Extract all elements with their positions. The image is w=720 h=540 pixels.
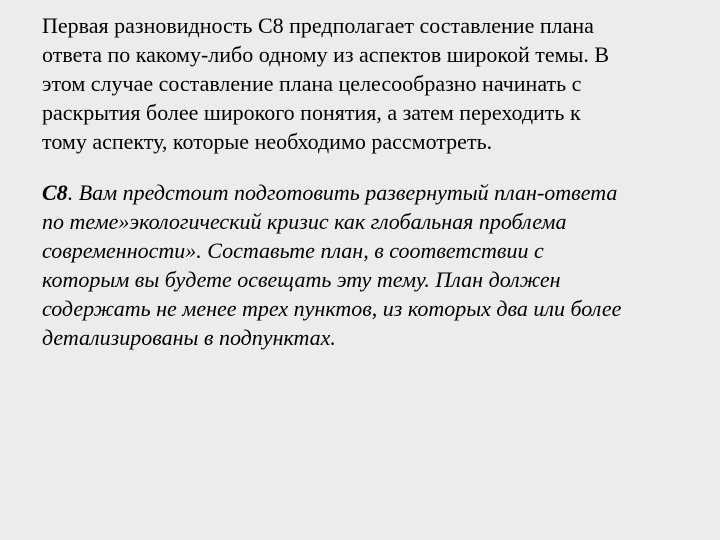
task-line: содержать не менее трех пунктов, из которых два или более — [42, 296, 622, 321]
intro-line: ответа по какому-либо одному из аспектов широкой темы. В — [42, 42, 610, 67]
intro-paragraph — [42, 11, 700, 156]
task-line: детализированы в подпунктах. — [42, 325, 336, 350]
task-label: С8 — [42, 180, 68, 205]
intro-line: этом случае составление плана целесообразно начинать с — [42, 71, 582, 96]
intro-line: Первая разновидность С8 предполагает составление плана — [42, 13, 594, 38]
task-paragraph — [42, 178, 700, 352]
task-line: по теме»экологический кризис как глобальная проблема — [42, 209, 567, 234]
task-line-first — [42, 178, 700, 207]
task-line: современности». Составьте план, в соответствии с — [42, 238, 544, 263]
intro-line: тому аспекту, которые необходимо рассмотреть. — [42, 129, 493, 154]
task-line: которым вы будете освещать эту тему. План должен — [42, 267, 561, 292]
task-line-rest: . Вам предстоит подготовить развернутый план-ответа — [67, 180, 618, 205]
intro-line: раскрытия более широкого понятия, а затем переходить к — [42, 100, 581, 125]
